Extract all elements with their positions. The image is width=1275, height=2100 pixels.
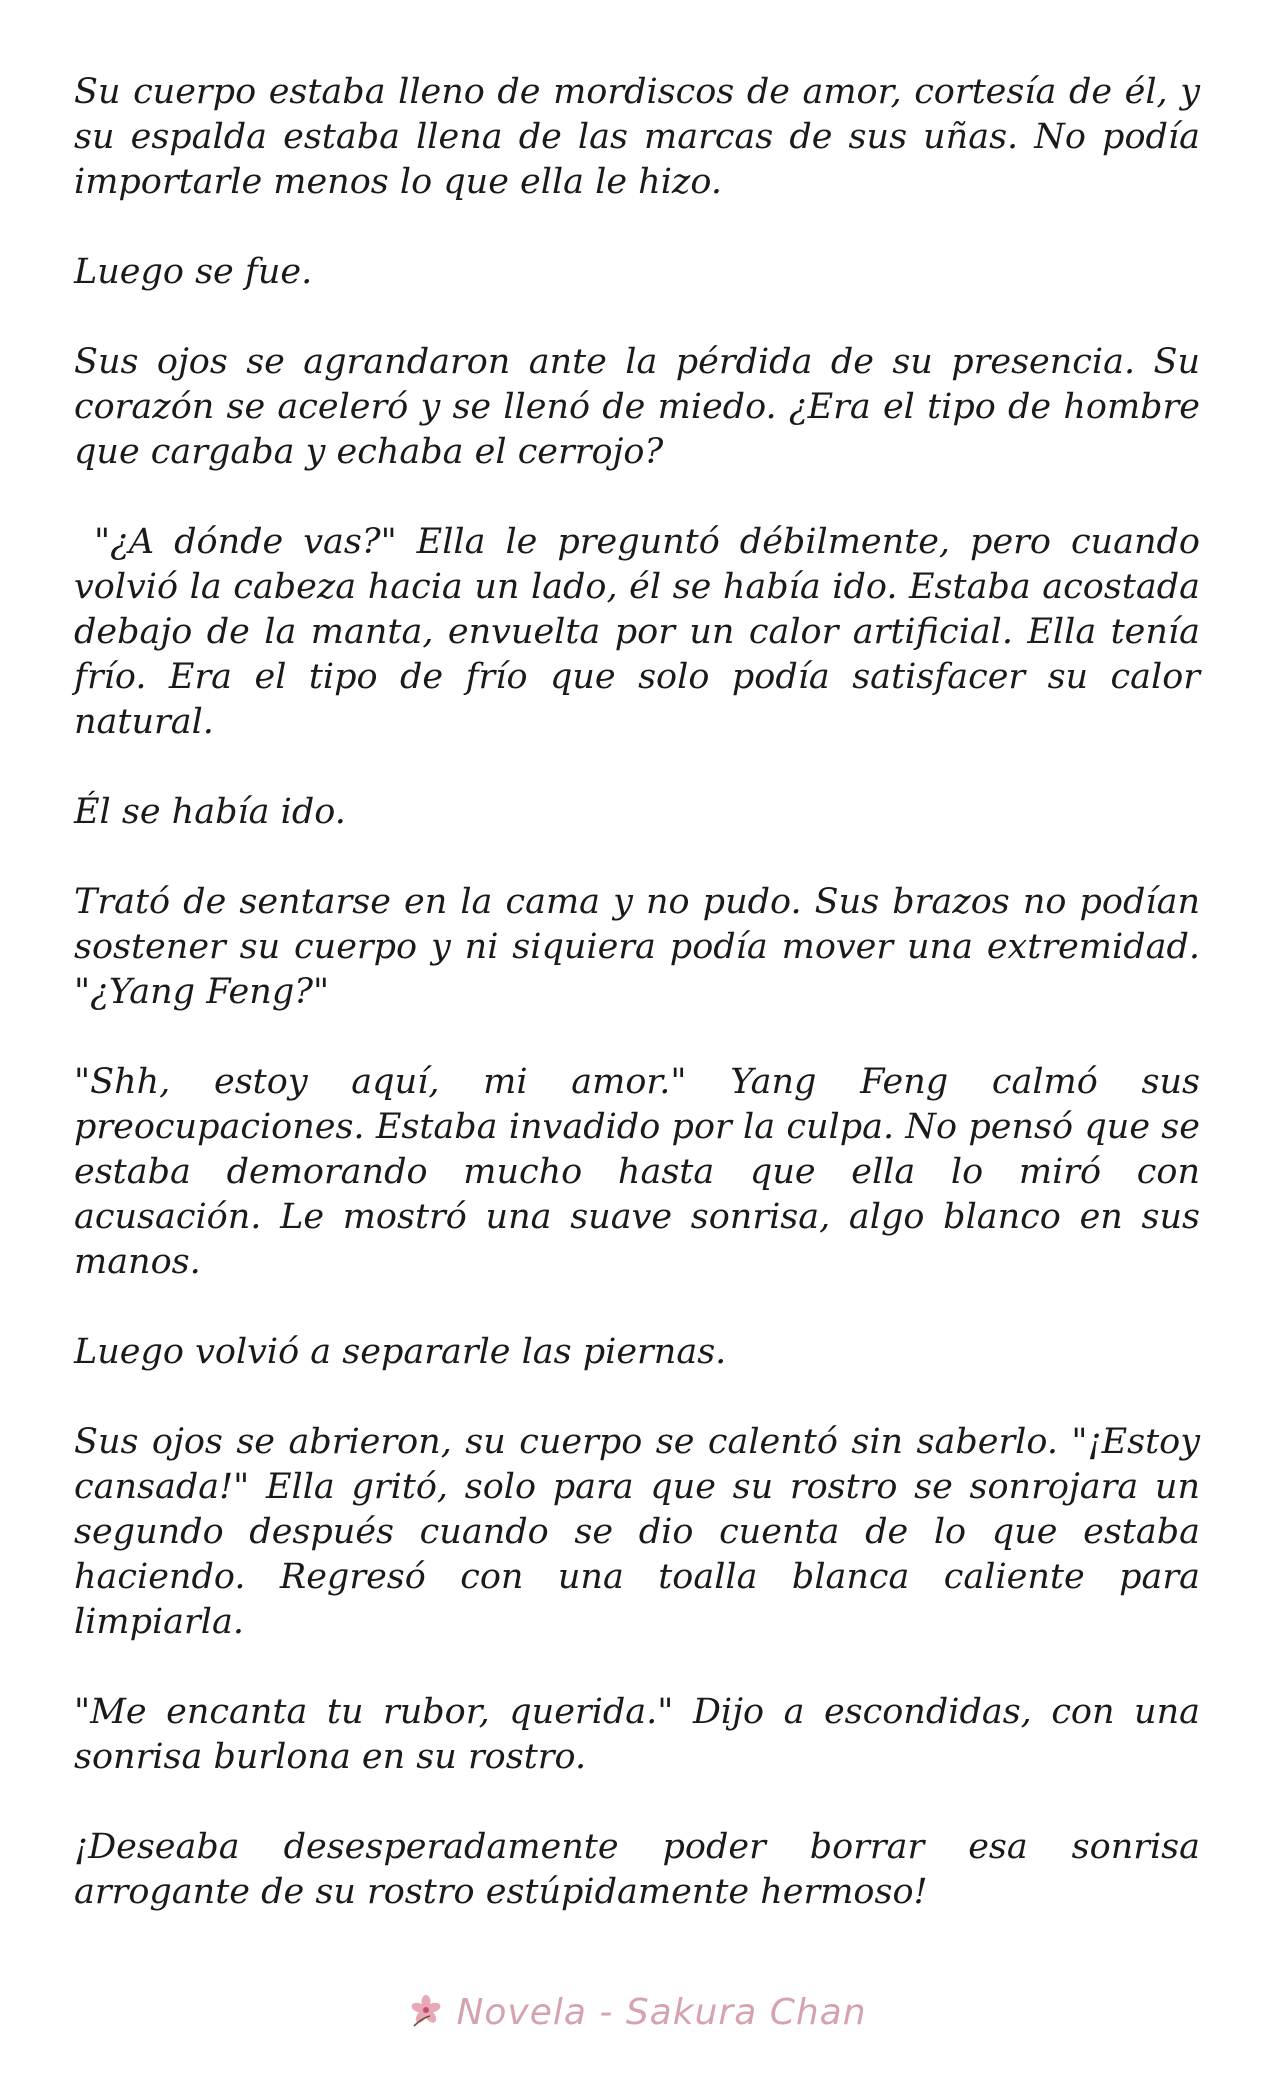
paragraph: Sus ojos se abrieron, su cuerpo se calentó sin saberlo. "¡Estoy cansada!" Ella gritó, solo para que su rostro se sonrojara un segundo después cuando se dio cuenta de lo que estaba haciendo. Regresó con una toalla blanca caliente para limpiarla. xyxy=(74,1422,1200,1642)
paragraph: Su cuerpo estaba lleno de mordiscos de amor, cortesía de él, y su espalda estaba llena de las marcas de sus uñas. No podía importarle menos lo que ella le hizo. xyxy=(74,72,1200,202)
paragraph: Luego se fue. xyxy=(74,252,313,292)
paragraph: Sus ojos se agrandaron ante la pérdida de su presencia. Su corazón se aceleró y se llenó de miedo. ¿Era el tipo de hombre que cargaba y echaba el cerrojo? xyxy=(74,342,1200,472)
paragraph: "¿A dónde vas?" Ella le preguntó débilmente, pero cuando volvió la cabeza hacia un lado, él se había ido. Estaba acostada debajo de la manta, envuelta por un calor artificial. Ella tenía frío. Era el tipo de frío que solo podía satisfacer su calor natural. xyxy=(74,522,1212,742)
paragraph: "Me encanta tu rubor, querida." Dijo a escondidas, con una sonrisa burlona en su rostro. xyxy=(74,1692,1200,1777)
watermark-text: Novela - Sakura Chan xyxy=(456,1991,867,2033)
watermark xyxy=(0,1982,1275,2042)
paragraph: Él se había ido. xyxy=(74,792,346,832)
paragraph: ¡Deseaba desesperadamente poder borrar esa sonrisa arrogante de su rostro estúpidamente hermoso! xyxy=(74,1827,1200,1912)
paragraph: "Shh, estoy aquí, mi amor." Yang Feng calmó sus preocupaciones. Estaba invadido por la culpa. No pensó que se estaba demorando mucho hasta que ella lo miró con acusación. Le mostró una suave sonrisa, algo blanco en sus manos. xyxy=(74,1062,1200,1282)
paragraph: Luego volvió a separarle las piernas. xyxy=(74,1332,727,1372)
story-text xyxy=(74,70,1212,1960)
sakura-flower-icon xyxy=(408,1992,448,2032)
paragraph: Trató de sentarse en la cama y no pudo. Sus brazos no podían sostener su cuerpo y ni siquiera podía mover una extremidad. "¿Yang Feng?" xyxy=(74,882,1200,1012)
